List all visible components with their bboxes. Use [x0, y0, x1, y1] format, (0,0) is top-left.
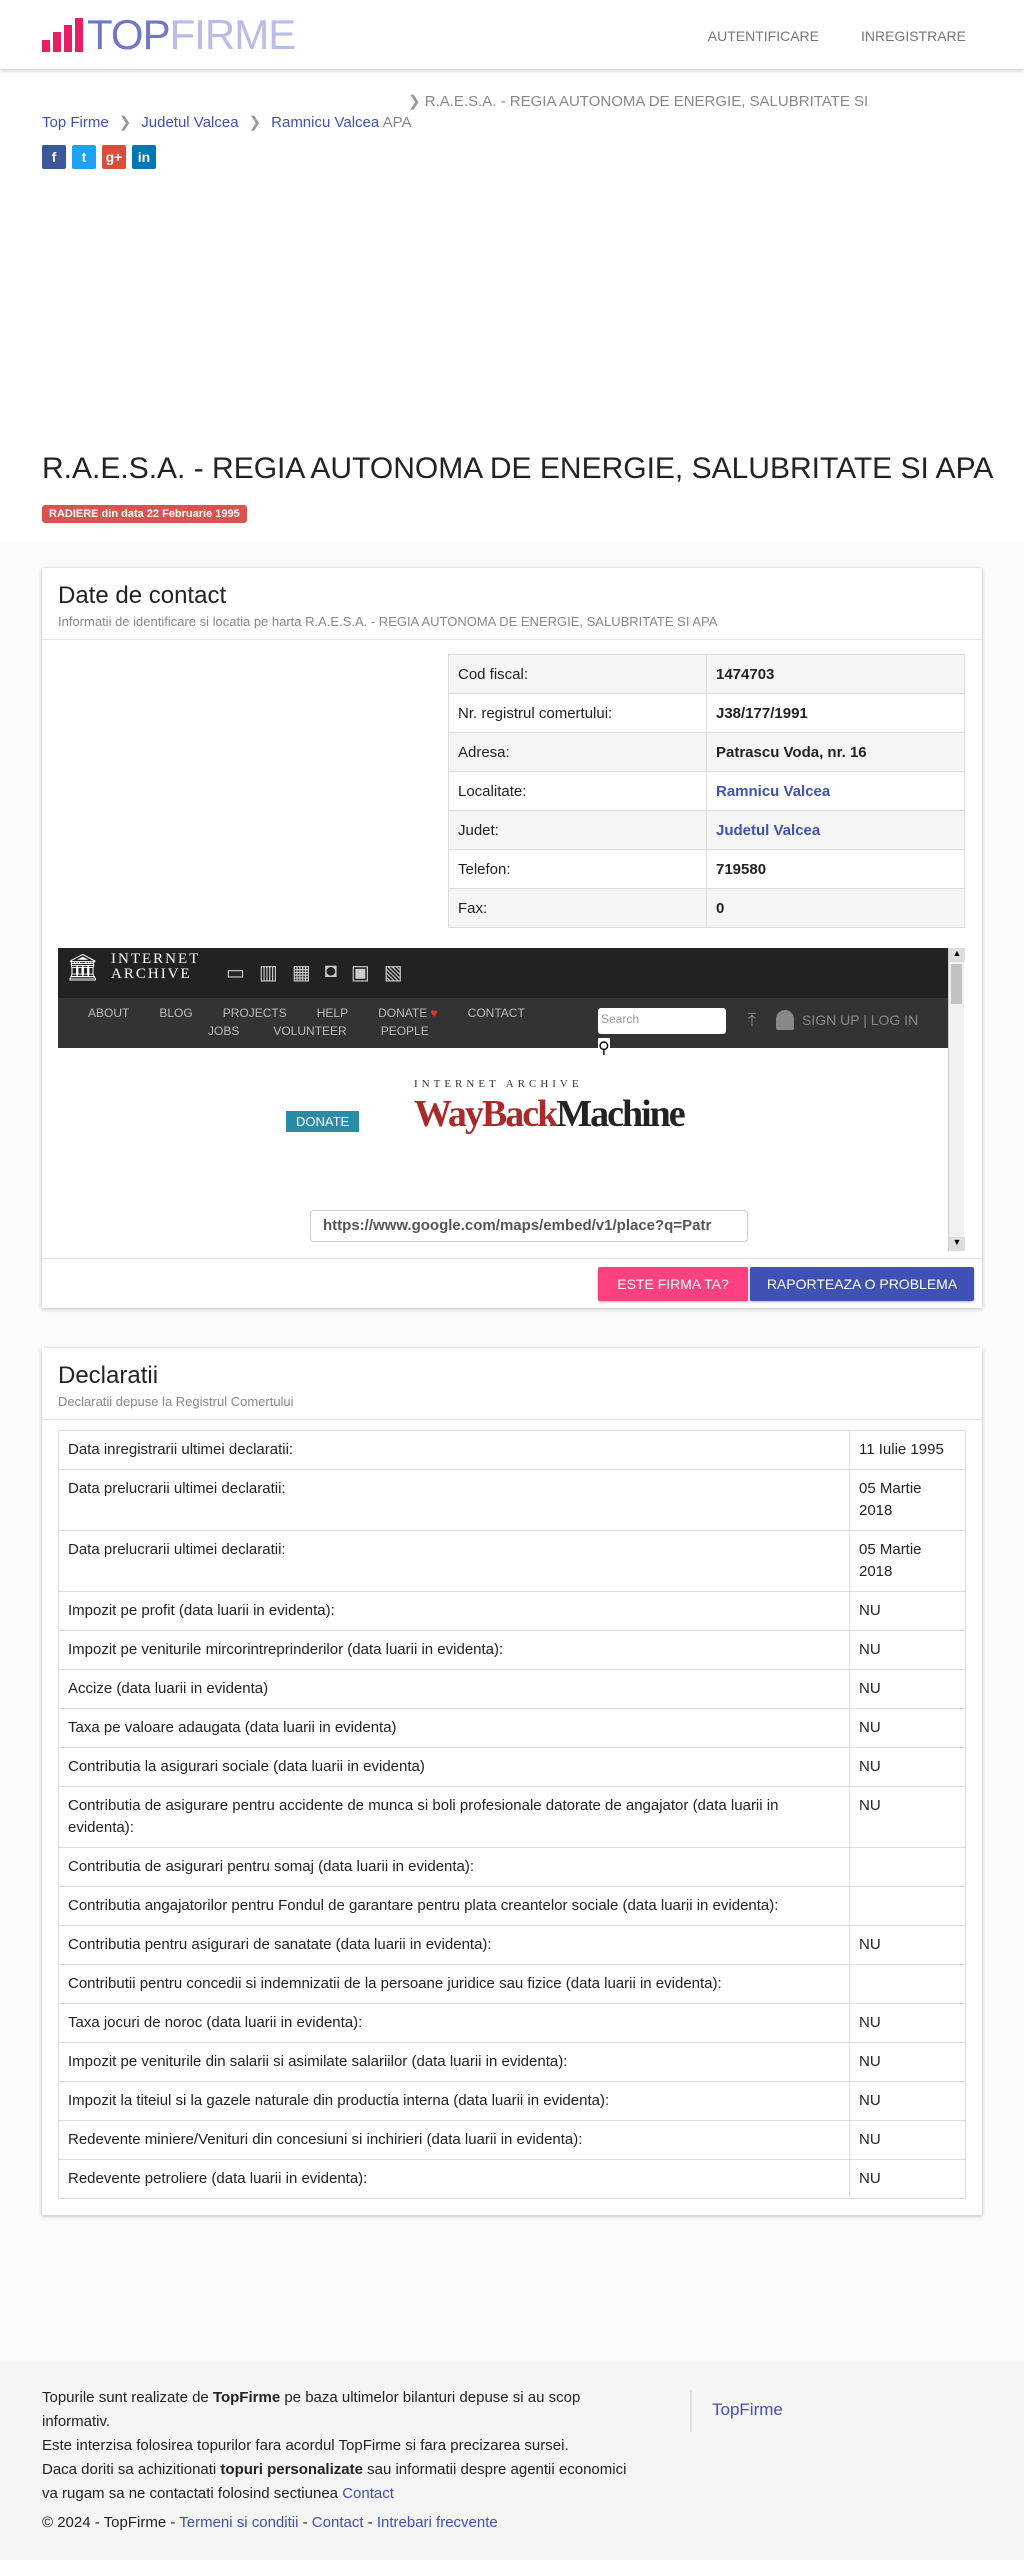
site-header [0, 0, 1024, 70]
web-icon[interactable]: ▭ [226, 962, 245, 984]
logo-top-text: TOP [87, 11, 170, 58]
table-row [59, 1470, 966, 1531]
table-row [449, 733, 965, 772]
declaratie-label: Redevente miniere/Venituri din concesiuni si inchirieri (data luarii in evidenta): [59, 2121, 850, 2160]
declaratie-value: 05 Martie 2018 [850, 1470, 966, 1531]
heart-icon: ♥ [430, 1006, 438, 1020]
ia-top-bar [58, 948, 948, 998]
declaratii-title: Declaratii [58, 1362, 159, 1389]
breadcrumb-home[interactable]: Top Firme [42, 113, 109, 131]
declaratie-value [850, 1965, 966, 2004]
declaratii-card-header [42, 1348, 982, 1420]
table-row [59, 2043, 966, 2082]
declaratie-label: Taxa jocuri de noroc (data luarii in evidenta): [59, 2004, 850, 2043]
link-separator: - [298, 2514, 312, 2531]
breadcrumb-current-line2: APA [382, 113, 412, 131]
wayback-logo[interactable] [414, 1092, 684, 1136]
declaratii-card [42, 1348, 982, 2215]
table-row [59, 1709, 966, 1748]
county-link[interactable]: Judetul Valcea [716, 821, 821, 839]
share-buttons [42, 145, 156, 169]
row-label: Localitate: [449, 772, 707, 811]
map-embed-frame[interactable] [58, 948, 966, 1251]
declaratie-label: Impozit pe veniturile mircorintreprinderilor (data luarii in evidenta): [59, 1631, 850, 1670]
declaratie-value: NU [850, 2082, 966, 2121]
breadcrumb [42, 113, 412, 131]
page-title: R.A.E.S.A. - REGIA AUTONOMA DE ENERGIE, SALUBRITATE SI APA [42, 452, 994, 485]
contact-link[interactable]: Contact [311, 2514, 364, 2531]
archive-building-icon: 🏛 [66, 952, 102, 982]
table-row [449, 811, 965, 850]
footer-copyright [42, 2514, 498, 2531]
table-row [59, 2121, 966, 2160]
declaratie-label: Impozit pe veniturile din salarii si asimilate salariilor (data luarii in evidenta): [59, 2043, 850, 2082]
software-icon[interactable]: ▣ [350, 962, 370, 984]
row-label: Fax: [449, 889, 707, 928]
declaratie-value: NU [850, 2004, 966, 2043]
declaratie-label: Taxa pe valoare adaugata (data luarii in evidenta) [59, 1709, 850, 1748]
declaratii-table [58, 1430, 966, 2199]
wayback-url-input[interactable]: https://www.google.com/maps/embed/v1/place?q=Patr [310, 1210, 748, 1242]
declaratie-value: NU [850, 2121, 966, 2160]
locality-link[interactable]: Ramnicu Valcea [716, 782, 831, 800]
declaratie-value [850, 1887, 966, 1926]
ia-link-donate[interactable]: DONATE ♥ [378, 1006, 438, 1020]
faq-link[interactable]: Intrebari frecvente [376, 2514, 498, 2531]
scroll-down-icon[interactable]: ▼ [949, 1237, 965, 1251]
table-row [59, 1631, 966, 1670]
footer-divider [690, 2390, 692, 2432]
site-footer [0, 2362, 1024, 2560]
declaratie-label: Contributia de asigurare pentru accidente de munca si boli profesionale datorate de angajator (data luarii in evidenta): [59, 1787, 850, 1848]
nav-login[interactable]: AUTENTIFICARE [707, 28, 819, 44]
audio-icon[interactable]: ◘ [324, 960, 337, 982]
table-row [59, 1965, 966, 2004]
declaratii-subtitle: Declaratii depuse la Registrul Comertului [58, 1394, 294, 1409]
declaratie-label: Contributia la asigurari sociale (data luarii in evidenta) [59, 1748, 850, 1787]
table-row [59, 2160, 966, 2199]
contact-table [448, 654, 965, 928]
ia-link[interactable]: ABOUT [88, 1006, 130, 1020]
ia-links-row2 [208, 1024, 508, 1038]
footer-brand-link[interactable]: TopFirme [712, 2400, 783, 2419]
ia-link[interactable]: BLOG [159, 1006, 193, 1020]
declaratie-value: NU [850, 1670, 966, 1709]
declaratie-label: Data prelucrarii ultimei declaratii: [59, 1531, 850, 1592]
video-icon[interactable]: ▦ [291, 962, 311, 984]
search-icon[interactable]: ⚲ [598, 1040, 610, 1057]
table-row [449, 889, 965, 928]
breadcrumb-city[interactable]: Ramnicu Valcea [271, 113, 380, 131]
declaratie-label: Redevente petroliere (data luarii in evidenta): [59, 2160, 850, 2199]
table-row [449, 850, 965, 889]
footer-text [42, 2386, 642, 2506]
contact-card-actions [42, 1258, 982, 1306]
address-value: Patrascu Voda, nr. 16 [707, 733, 965, 772]
status-badge: RADIERE din data 22 Februarie 1995 [42, 505, 247, 523]
footer-line2: Este interzisa folosirea topurilor fara acordul TopFirme si fara precizarea sursei. [42, 2437, 569, 2454]
declaratie-label: Contributii pentru concedii si indemnizatii de la persoane juridice sau fizice (data luarii in evidenta): [59, 1965, 850, 2004]
contact-card [42, 568, 982, 1308]
texts-icon[interactable]: ▥ [258, 962, 278, 984]
twitter-icon[interactable]: t [72, 145, 96, 169]
ia-link[interactable]: VOLUNTEER [273, 1024, 347, 1038]
breadcrumb-current: R.A.E.S.A. - REGIA AUTONOMA DE ENERGIE, SALUBRITATE SI [424, 93, 869, 110]
scroll-thumb[interactable] [951, 964, 962, 1004]
declaratie-value: 05 Martie 2018 [850, 1531, 966, 1592]
table-row [59, 2004, 966, 2043]
phone-value: 719580 [707, 850, 965, 889]
table-row [59, 1592, 966, 1631]
declaratie-label: Impozit pe profit (data luarii in evidenta): [59, 1592, 850, 1631]
footer-line1-end: pe baza ultimelor bilanturi depuse si au scop informativ. [42, 2389, 581, 2430]
declaratie-label: Data prelucrarii ultimei declaratii: [59, 1470, 850, 1531]
chevron-right-icon: ❯ [248, 114, 262, 131]
declaratie-value: NU [850, 1787, 966, 1848]
chevron-right-icon: ❯ [118, 114, 132, 131]
table-row [59, 1670, 966, 1709]
declaratie-value: NU [850, 1748, 966, 1787]
images-icon[interactable]: ▧ [383, 962, 403, 984]
ia-logo[interactable] [66, 952, 200, 982]
ia-link[interactable]: PEOPLE [380, 1024, 429, 1038]
declaratie-label: Accize (data luarii in evidenta) [59, 1670, 850, 1709]
contact-card-header [42, 568, 982, 640]
linkedin-icon[interactable]: in [132, 145, 156, 169]
declaratie-value: NU [850, 1592, 966, 1631]
breadcrumb-current-line1 [408, 92, 868, 110]
declaratie-label: Impozit la titeiul si la gazele naturale din productia interna (data luarii in evidenta): [59, 2082, 850, 2121]
ia-link[interactable]: CONTACT [467, 1006, 525, 1020]
user-icon [776, 1010, 794, 1030]
declaratie-value: NU [850, 2160, 966, 2199]
ia-link[interactable]: PROJECTS [222, 1006, 287, 1020]
declaratie-label: Contributia pentru asigurari de sanatate (data luarii in evidenta): [59, 1926, 850, 1965]
ia-logo-line1: INTERNET [111, 951, 201, 967]
frame-scrollbar[interactable] [948, 948, 964, 1251]
table-row [59, 2082, 966, 2121]
wayback-word2: Machine [556, 1093, 684, 1135]
ia-links-row1 [88, 1006, 588, 1020]
table-row [449, 655, 965, 694]
footer-line3: Daca doriti sa achizitionati [42, 2461, 221, 2478]
declaratie-label: Contributia de asigurari pentru somaj (data luarii in evidenta): [59, 1848, 850, 1887]
row-label: Adresa: [449, 733, 707, 772]
row-label: Telefon: [449, 850, 707, 889]
owner-claim-button[interactable]: ESTE FIRMA TA? [598, 1267, 748, 1301]
contact-card-subtitle: Informatii de identificare si locatia pe harta R.A.E.S.A. - REGIA AUTONOMA DE ENERGIE, SALUBRITATE SI APA [58, 614, 718, 629]
upload-icon[interactable]: ⤒ [748, 1010, 756, 1030]
table-row [59, 1787, 966, 1848]
table-row [449, 772, 965, 811]
footer-line3-end: sau informatii despre agentii economici va rugam sa ne contactati folosind sectiunea [42, 2461, 627, 2502]
footer-line1: Topurile sunt realizate de [42, 2389, 213, 2406]
footer-brand-bold: TopFirme [212, 2389, 281, 2406]
declaratie-value: NU [850, 1709, 966, 1748]
table-row [59, 1926, 966, 1965]
reg-com-value: J38/177/1991 [707, 694, 965, 733]
logo-firme-text: FIRME [169, 11, 296, 58]
declaratie-value: NU [850, 1926, 966, 1965]
declaratie-value [850, 1848, 966, 1887]
ia-logo-line2: ARCHIVE [111, 966, 192, 982]
wayback-word1: WayBack [414, 1093, 557, 1135]
contact-card-title: Date de contact [58, 582, 227, 609]
declaratie-value: NU [850, 1631, 966, 1670]
footer-custom-tops: topuri personalizate [220, 2461, 363, 2478]
ia-search-input[interactable]: Search [598, 1008, 726, 1034]
ia-donate-button[interactable]: DONATE [286, 1111, 359, 1132]
top-nav [708, 28, 966, 44]
ia-media-icons [226, 960, 403, 985]
table-row [59, 1531, 966, 1592]
wayback-subtitle: INTERNET ARCHIVE [414, 1078, 583, 1090]
declaratie-label: Data inregistrarii ultimei declaratii: [59, 1431, 850, 1470]
declaratie-value: 11 Iulie 1995 [850, 1431, 966, 1470]
logo-bars-icon [42, 18, 83, 52]
link-separator: - [363, 2514, 377, 2531]
cod-fiscal-value: 1474703 [707, 655, 965, 694]
report-problem-button[interactable]: RAPORTEAZA O PROBLEMA [750, 1267, 974, 1301]
ia-link[interactable]: HELP [316, 1006, 349, 1020]
chevron-right-icon: ❯ [408, 93, 421, 110]
table-row [59, 1848, 966, 1887]
nav-register[interactable]: INREGISTRARE [860, 28, 966, 44]
row-label: Cod fiscal: [449, 655, 707, 694]
breadcrumb-county[interactable]: Judetul Valcea [141, 113, 239, 131]
scroll-up-icon[interactable]: ▲ [949, 948, 965, 962]
declaratie-value: NU [850, 2043, 966, 2082]
fax-value: 0 [707, 889, 965, 928]
table-row [59, 1431, 966, 1470]
table-row [449, 694, 965, 733]
google-plus-icon[interactable]: g+ [102, 145, 126, 169]
table-row [59, 1748, 966, 1787]
row-label: Nr. registrul comertului: [449, 694, 707, 733]
footer-contact-link[interactable]: Contact [342, 2485, 394, 2502]
terms-link[interactable]: Termeni si conditii [179, 2514, 299, 2531]
ia-link[interactable]: JOBS [208, 1024, 240, 1038]
row-label: Judet: [449, 811, 707, 850]
site-logo[interactable] [42, 12, 295, 58]
copyright-text: © 2024 - TopFirme - [42, 2514, 180, 2531]
table-row [59, 1887, 966, 1926]
facebook-icon[interactable]: f [42, 145, 66, 169]
ia-user-menu[interactable] [776, 1010, 918, 1030]
declaratie-label: Contributia angajatorilor pentru Fondul de garantare pentru plata creantelor sociale (data luarii in evidenta): [59, 1887, 850, 1926]
ia-user-text: SIGN UP | LOG IN [802, 1012, 919, 1028]
